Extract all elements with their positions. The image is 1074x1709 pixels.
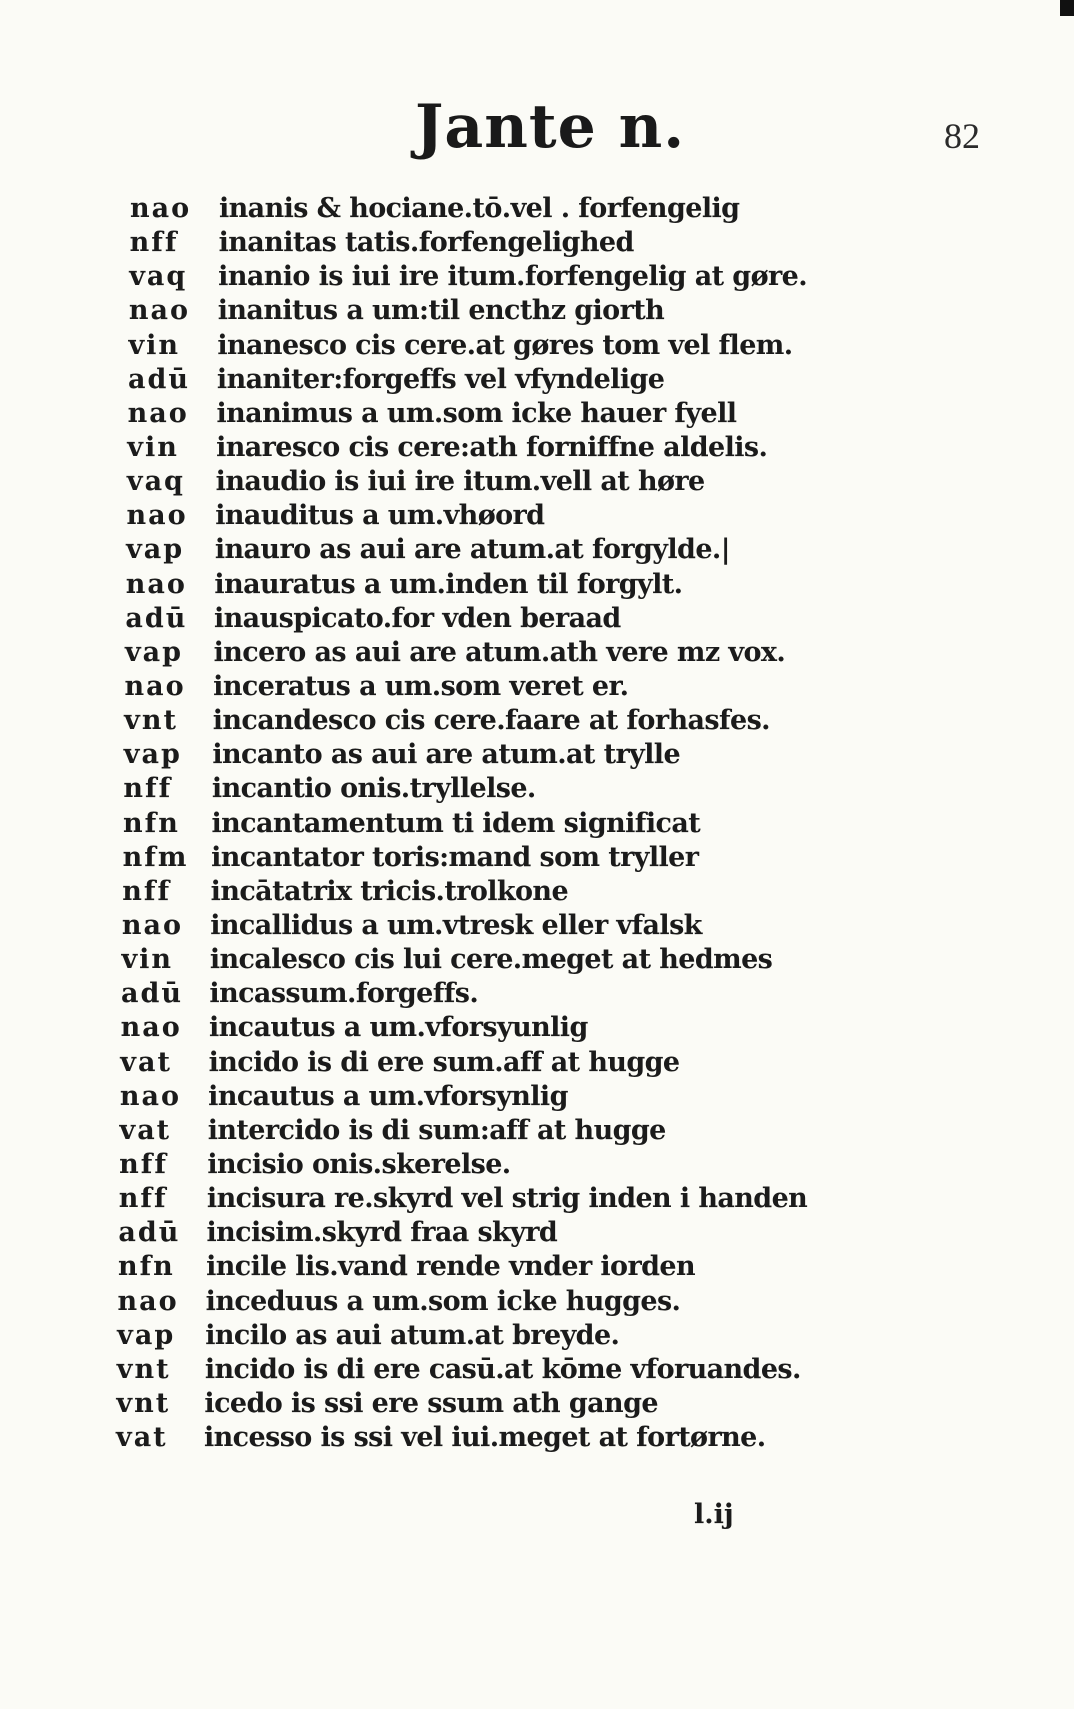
- entry-code: vat: [120, 1046, 172, 1078]
- entry-code: nff: [123, 773, 173, 805]
- entry-text: incido is di ere casū.at kōme vforuandes.: [204, 1353, 801, 1385]
- entry-text: incile lis.vand rende vnder iorden: [206, 1251, 695, 1283]
- entry-row: [0, 533, 1074, 567]
- entry-row: [0, 772, 1074, 806]
- folio-number: 82: [944, 116, 980, 156]
- entry-code: vin: [128, 329, 181, 361]
- entry-code: vnt: [124, 705, 178, 737]
- entry-text: incesso is ssi vel iui.meget at fortørne.: [204, 1422, 766, 1454]
- entry-code: nao: [128, 295, 190, 327]
- entry-row: [0, 1353, 1074, 1387]
- entry-code: vin: [121, 944, 174, 976]
- entry-text: inauro as aui are atum.at forgylde.|: [214, 534, 730, 566]
- entry-text: inaresco cis cere:ath forniffne aldelis.: [216, 431, 768, 463]
- entry-row: [0, 636, 1074, 670]
- entry-code: adū: [128, 363, 191, 395]
- entry-text: incassum.forgeffs.: [209, 978, 479, 1010]
- entry-row: [0, 1011, 1074, 1045]
- entry-code: adū: [121, 978, 184, 1010]
- entry-row: [0, 909, 1074, 943]
- entry-code: nao: [125, 568, 187, 600]
- entry-text: incallidus a um.vtresk eller vfalsk: [210, 909, 702, 941]
- signature-mark: l.ij: [694, 1499, 734, 1530]
- entry-code: nao: [119, 1080, 182, 1112]
- entry-code: vap: [124, 636, 183, 668]
- entry-code: nao: [121, 909, 183, 941]
- entry-row: [0, 1080, 1074, 1114]
- entry-text: inanesco cis cere.at gøres tom vel flem.: [217, 329, 793, 361]
- entry-row: [0, 1421, 1074, 1455]
- entry-code: vap: [117, 1319, 176, 1351]
- scan-edge-mark: [1060, 0, 1074, 16]
- entry-code: vap: [126, 534, 185, 566]
- entry-row: [0, 1216, 1074, 1250]
- entry-code: nao: [120, 1012, 182, 1044]
- entry-row: [0, 1114, 1074, 1148]
- entry-row: [0, 1250, 1074, 1284]
- entry-text: inauditus a um.vhøord: [215, 500, 545, 532]
- entry-text: incātatrix tricis.trolkone: [210, 875, 569, 907]
- page-header: [0, 92, 1074, 172]
- running-head: Jante n.: [415, 92, 686, 162]
- entry-row: [0, 465, 1074, 499]
- entry-row: [0, 670, 1074, 704]
- entry-row: [0, 1319, 1074, 1353]
- entry-text: inauspicato.for vden beraad: [214, 602, 621, 634]
- entry-code: vnt: [116, 1353, 171, 1385]
- entry-row: [0, 363, 1074, 397]
- entry-text: inanio is iui ire itum.forfengelig at gøre.: [218, 261, 808, 293]
- entry-code: nfn: [123, 807, 180, 839]
- entry-row: [0, 1285, 1074, 1319]
- entry-code: vaq: [126, 466, 185, 498]
- entry-text: incautus a um.vforsyunlig: [209, 1012, 588, 1044]
- entry-row: [0, 260, 1074, 294]
- entry-row: [0, 875, 1074, 909]
- entry-code: nff: [129, 227, 179, 259]
- entry-text: incantamentum ti idem significat: [211, 807, 701, 839]
- entry-row: [0, 226, 1074, 260]
- entry-row: [0, 568, 1074, 602]
- entry-code: adū: [118, 1217, 181, 1249]
- entry-row: [0, 431, 1074, 465]
- entry-text: incanto as aui are atum.at trylle: [212, 739, 681, 771]
- entry-row: [0, 1182, 1074, 1216]
- entry-code: nfn: [117, 1251, 175, 1283]
- entry-code: nff: [119, 1148, 168, 1180]
- entry-text: inanimus a um.som icke hauer fyell: [216, 397, 737, 429]
- entry-text: inanis & hociane.tō.vel . forfengelig: [219, 193, 740, 224]
- entry-text: inanitus a um:til encthz giorth: [217, 295, 665, 327]
- entry-text: incero as aui are atum.ath vere mz vox.: [213, 636, 786, 668]
- entry-code: vat: [119, 1114, 172, 1146]
- entry-row: [0, 1387, 1074, 1421]
- entry-code: nao: [117, 1285, 179, 1317]
- entry-code: nao: [126, 500, 188, 532]
- entry-row: [0, 294, 1074, 328]
- entry-code: nao: [130, 193, 192, 224]
- entry-row: [0, 1046, 1074, 1080]
- entry-text: incido is di ere sum.aff at hugge: [208, 1046, 680, 1078]
- entry-code: adū: [125, 602, 188, 634]
- entry-text: inauratus a um.inden til forgylt.: [214, 568, 683, 600]
- entry-text: incisio onis.skerelse.: [207, 1148, 511, 1180]
- entry-code: vap: [123, 739, 182, 771]
- entry-row: [0, 841, 1074, 875]
- entry-text: incantator toris:mand som tryller: [211, 841, 699, 873]
- entry-text: incilo as aui atum.at breyde.: [205, 1319, 620, 1351]
- entry-text: incisura re.skyrd vel strig inden i handen: [206, 1183, 808, 1215]
- entry-text: inceduus a um.som icke hugges.: [205, 1285, 681, 1317]
- entry-text: inaudio is iui ire itum.vell at høre: [215, 466, 705, 498]
- entry-code: nao: [124, 670, 186, 702]
- entry-text: inanitas tatis.forfengelighed: [218, 227, 634, 259]
- entry-text: incisim.skyrd fraa skyrd: [206, 1217, 558, 1249]
- entry-row: [0, 704, 1074, 738]
- entry-row: [0, 943, 1074, 977]
- entry-code: vaq: [129, 261, 188, 293]
- dictionary-entries: [0, 192, 1074, 1455]
- entry-text: incalesco cis lui cere.meget at hedmes: [209, 944, 773, 976]
- entry-code: nao: [127, 397, 189, 429]
- entry-row: [0, 1148, 1074, 1182]
- entry-row: [0, 977, 1074, 1011]
- entry-row: [0, 602, 1074, 636]
- entry-text: incautus a um.vforsynlig: [208, 1080, 568, 1112]
- entry-row: [0, 329, 1074, 363]
- entry-text: incantio onis.tryllelse.: [211, 773, 536, 805]
- entry-text: inceratus a um.som veret er.: [213, 670, 629, 702]
- entry-code: vnt: [116, 1387, 171, 1419]
- entry-text: incandesco cis cere.faare at forhasfes.: [212, 705, 770, 737]
- entry-row: [0, 499, 1074, 533]
- entry-text: icedo is ssi ere ssum ath gange: [204, 1387, 658, 1419]
- entry-row: [0, 738, 1074, 772]
- entry-code: nff: [118, 1183, 168, 1215]
- entry-code: nff: [122, 875, 172, 907]
- entry-code: vin: [127, 431, 179, 463]
- entry-text: inaniter:forgeffs vel vfyndelige: [216, 363, 665, 395]
- entry-text: intercido is di sum:aff at hugge: [207, 1114, 666, 1146]
- entry-row: [0, 192, 1074, 226]
- entry-code: vat: [116, 1422, 168, 1454]
- entry-code: nfm: [122, 841, 189, 873]
- entry-row: [0, 397, 1074, 431]
- entry-row: [0, 807, 1074, 841]
